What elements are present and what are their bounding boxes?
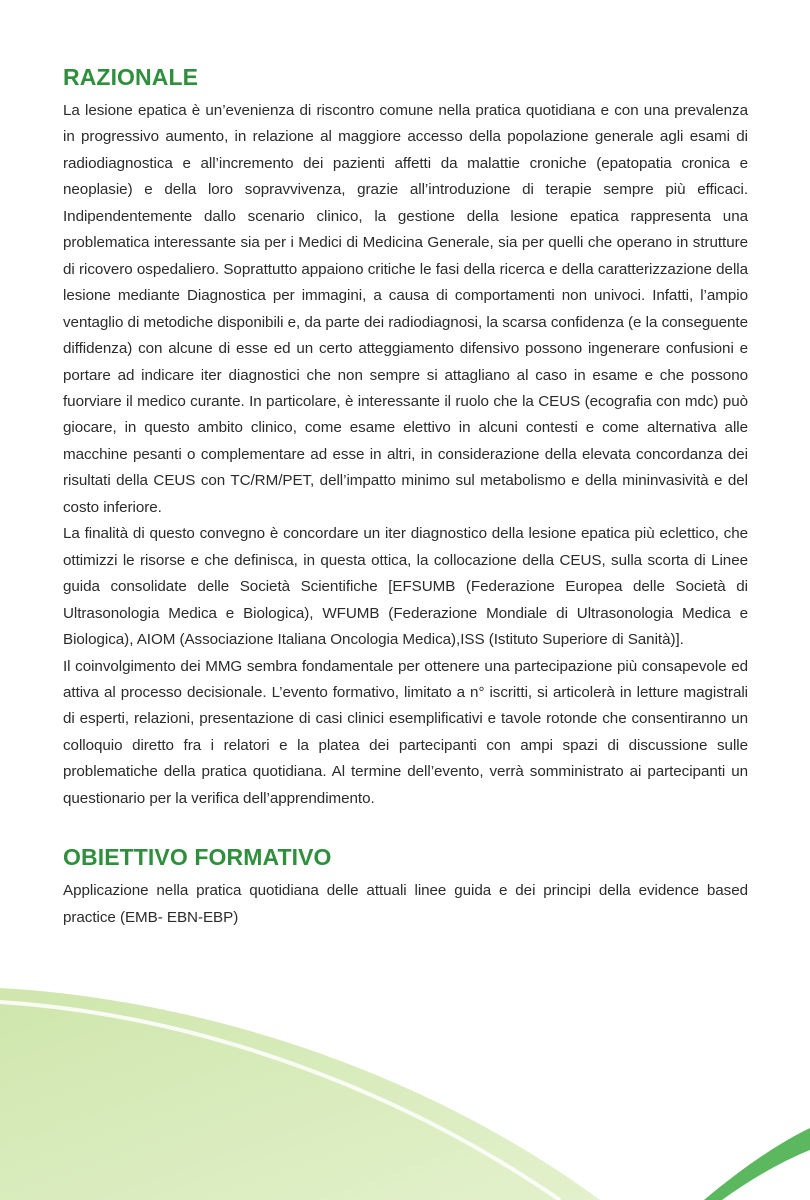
main-content: [63, 62, 748, 931]
razionale-paragraph-2: La finalità di questo convegno è concordare un iter diagnostico della lesione epatica più eclettico, che ottimizzi le risorse e che definisca, in questa ottica, la collocazione della CEUS, sulla scorta di Linee guida consolidate delle Società Scientifiche [EFSUMB (Federazione Europea delle Società di Ultrasonologia Medica e Biologica), WFUMB (Federazione Mondiale di Ultrasonologia Medica e Biologica), AIOM (Associazione Italiana Oncologia Medica),ISS (Istituto Superiore di Sanità)].: [63, 525, 748, 649]
razionale-paragraph-1: La lesione epatica è un’evenienza di riscontro comune nella pratica quotidiana e con una prevalenza in progressivo aumento, in relazione al maggiore accesso della popolazione generale agli esami di radiodiagnostica e all’incremento dei pazienti affetti da malattie croniche (epatopatia cronica e neoplasie) e della loro sopravvivenza, grazie all’introduzione di terapie sempre più efficaci. Indipendentemente dallo scenario clinico, la gestione della lesione epatica rappresenta una problematica interessante sia per i Medici di Medicina Generale, sia per quelli che operano in strutture di ricovero ospedaliero. Soprattutto appaiono critiche le fasi della ricerca e della caratterizzazione della lesione mediante Diagnostica per immagini, a causa di comportamenti non univoci. Infatti, l’ampio ventaglio di metodiche disponibili e, da parte dei radiodiagnosi, la scarsa confidenza (e la conseguente diffidenza) con alcune di esse ed un certo atteggiamento difensivo possono ingenerare confusioni e portare ad indicare iter diagnostici che non sempre si attagliano al caso in esame e che possono fuorviare il medico curante. In particolare, è interessante il ruolo che la CEUS (ecografia con mdc) può giocare, in questo ambito clinico, come esame elettivo in alcuni contesti e come alternativa alle macchine pesanti o complementare ad esse in altri, in considerazione della elevata concordanza dei risultati della CEUS con TC/RM/PET, dell’impatto minimo sul metabolismo e della mininvasività e del costo inferiore.: [63, 102, 748, 516]
section-title-razionale: RAZIONALE: [63, 64, 199, 90]
section-title-obiettivo-formativo: OBIETTIVO FORMATIVO: [63, 844, 332, 871]
obiettivo-paragraph: Applicazione nella pratica quotidiana delle attuali linee guida e dei principi della evidence based practice (EMB- EBN-EBP): [63, 882, 748, 926]
razionale-paragraph-3: Il coinvolgimento dei MMG sembra fondamentale per ottenere una partecipazione più consapevole ed attiva al processo decisionale. L’evento formativo, limitato a n° iscritti, si articolerà in letture magistrali di esperti, relazioni, presentazione di casi clinici esemplificativi e tavole rotonde che consentiranno un colloquio diretto fra i relatori e la platea dei partecipanti con ampi spazi di discussione sulle problematiche della pratica quotidiana. Al termine dell’evento, verrà somministrato ai partecipanti un questionario per la verifica dell’apprendimento.: [63, 657, 748, 807]
decor-green-swoosh: [704, 1128, 810, 1200]
